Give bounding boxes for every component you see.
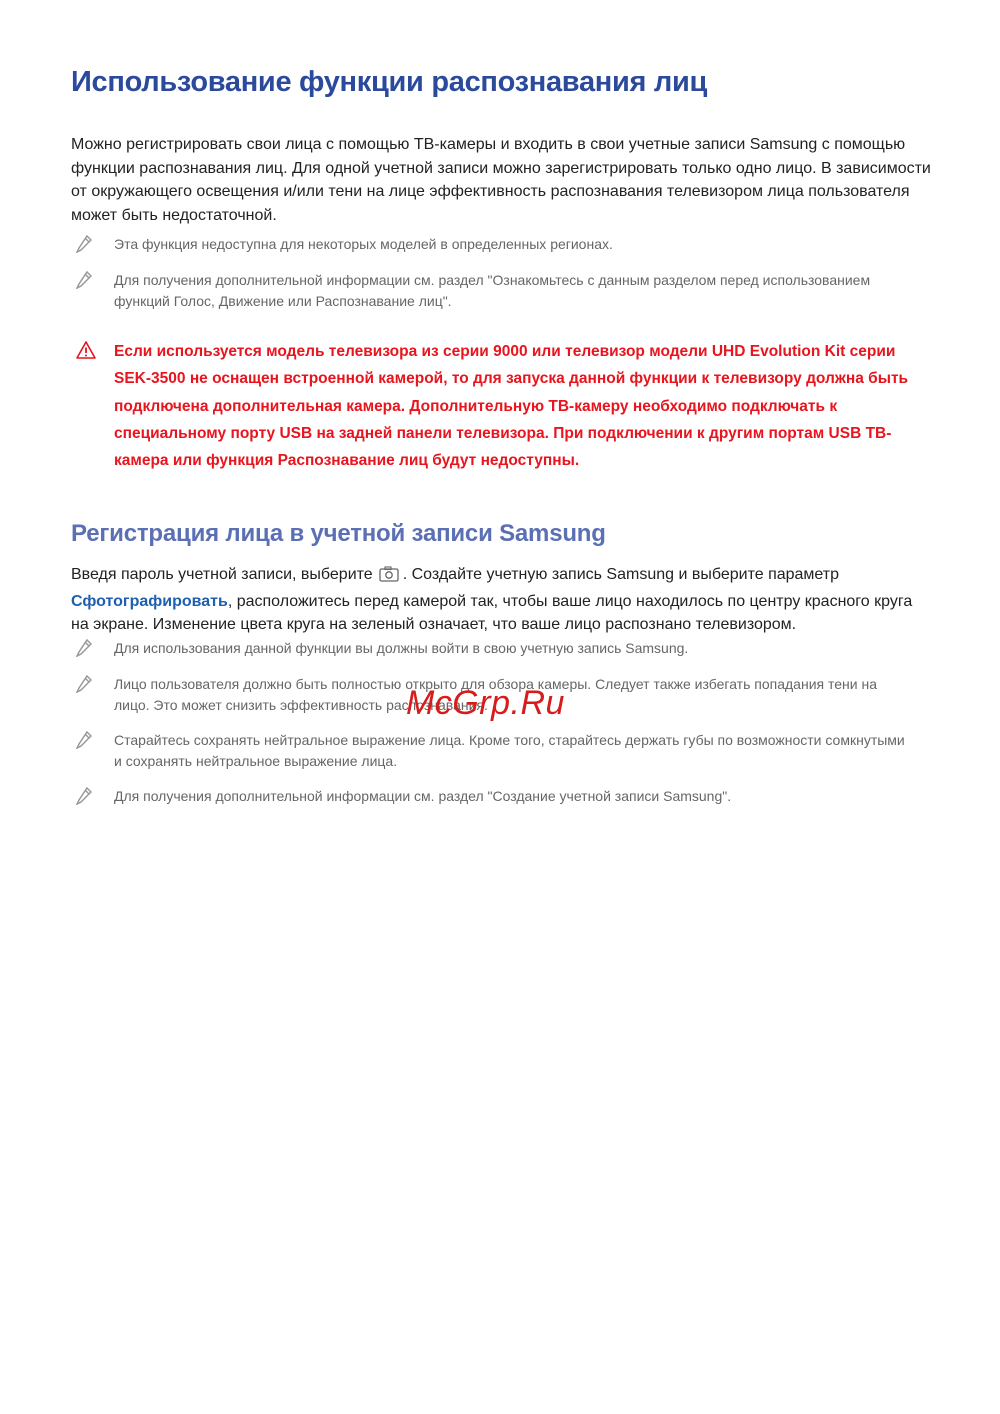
section-title: Регистрация лица в учетной записи Samsung [71, 520, 606, 547]
paragraph-text: Введя пароль учетной записи, выберите [71, 566, 373, 583]
pencil-icon [76, 638, 114, 662]
camera-icon [379, 566, 399, 590]
warning-text: Если используется модель телевизора из серии 9000 или телевизор модели UHD Evolution Kit серии SEK-3500 не оснащен встроенной камерой, то для запуска данной функции к телевизору должна быть подключена дополнительная камера. Дополнительную ТВ-камеру необходимо подключать к специальному порту USB на задней панели телевизора. При подключении к другим портам USB ТВ-камера или функция Распознавание лиц будут недоступны. [114, 343, 909, 470]
watermark: McGrp.Ru [406, 684, 565, 722]
pencil-icon [76, 674, 114, 698]
pencil-icon [76, 730, 114, 754]
note-item [76, 234, 916, 258]
registration-paragraph [71, 563, 931, 637]
note-item [76, 638, 916, 662]
pencil-icon [76, 786, 114, 810]
warning-triangle-icon [76, 338, 114, 364]
pencil-icon [76, 270, 114, 294]
note-text: Для использования данной функции вы должны войти в свою учетную запись Samsung. [114, 640, 689, 656]
page-title: Использование функции распознавания лиц [71, 66, 708, 98]
note-text: Старайтесь сохранять нейтральное выражение лица. Кроме того, старайтесь держать губы по возможности сомкнутыми и сохранять нейтральное выражение лица. [114, 732, 905, 769]
warning-block [76, 338, 921, 474]
note-text: Для получения дополнительной информации см. раздел "Создание учетной записи Samsung". [114, 788, 732, 804]
note-text: Эта функция недоступна для некоторых моделей в определенных регионах. [114, 236, 613, 252]
intro-paragraph: Можно регистрировать свои лица с помощью ТВ-камеры и входить в свои учетные записи Samsung с помощью функции распознавания лиц. Для одной учетной записи можно зарегистрировать только одно лицо. В зависимости от окружающего освещения и/или тени на лице эффективность распознавания телевизором лица пользователя может быть недостаточной. [71, 136, 931, 224]
paragraph-text: . Создайте учетную запись Samsung и выберите параметр [402, 566, 840, 583]
note-item [76, 786, 916, 810]
note-item [76, 730, 916, 772]
note-text: Для получения дополнительной информации см. раздел "Ознакомьтесь с данным разделом перед использованием функций Голос, Движение или Распознавание лиц". [114, 272, 871, 309]
note-text: Лицо пользователя должно быть полностью открыто для обзора камеры. Следует также избегать попадания тени на лицо. Это может снизить эффективность распознавания. [114, 676, 877, 713]
pencil-icon [76, 234, 114, 258]
note-item [76, 270, 916, 312]
take-photo-link[interactable]: Сфотографировать [71, 592, 228, 610]
paragraph-text: , расположитесь перед камерой так, чтобы ваше лицо находилось по центру красного круга на экране. Изменение цвета круга на зеленый означает, что ваше лицо распознано телевизором. [71, 592, 913, 633]
